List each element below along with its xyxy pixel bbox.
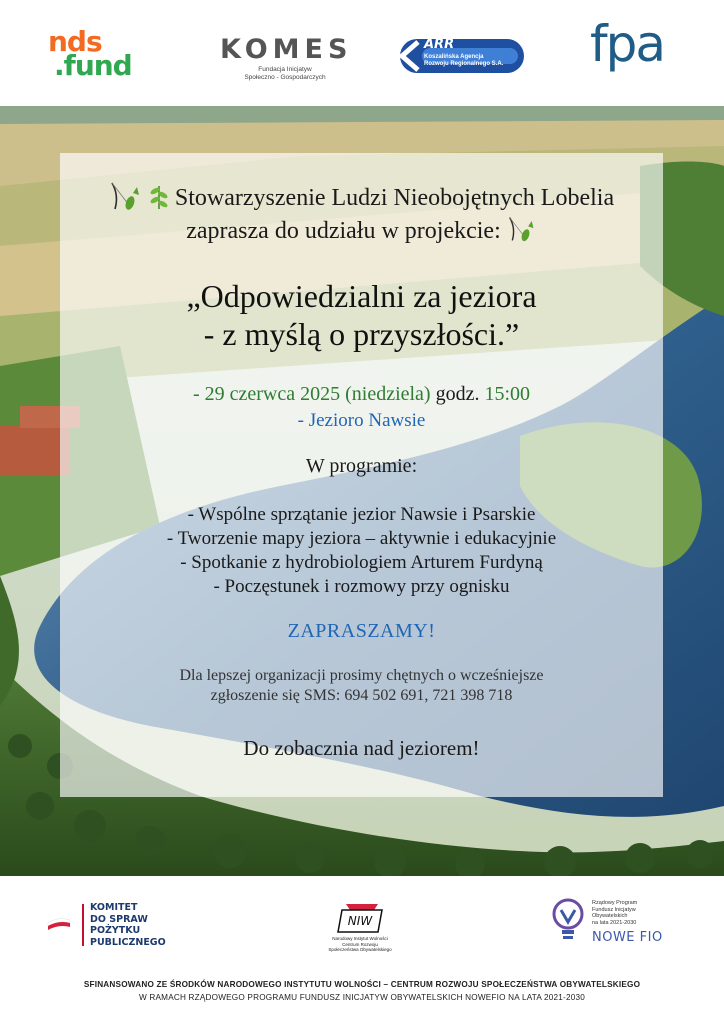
komes-logo-sub1: Fundacja Inicjatyw <box>258 66 312 73</box>
date-dash: - <box>192 383 205 405</box>
fio-big-text: NOWE FIO <box>592 930 663 945</box>
invitation-panel <box>60 153 663 797</box>
nds-logo-line1: nds <box>48 25 102 58</box>
list-item: - Poczęstunek i rozmowy przy ognisku <box>213 576 510 597</box>
nds-fund-logo <box>48 25 132 82</box>
fishing-icon <box>109 181 143 218</box>
kdspp-line: KOMITET <box>90 902 138 913</box>
kdspp-line: PUBLICZNEGO <box>90 936 166 948</box>
invite-line <box>60 215 663 250</box>
komes-logo-sub2: Społeczno - Gospodarczych <box>244 74 326 81</box>
note-line2: zgłoszenie się SMS: 694 502 691, 721 398 718 <box>210 687 513 704</box>
polish-flag-icon <box>46 916 72 930</box>
fishing-icon <box>507 215 537 250</box>
list-item: - Spotkanie z hydrobiologiem Arturem Furdyną <box>180 552 543 573</box>
niw-caption2: Centrum Rozwoju Społeczeństwa Obywatelskiego <box>328 942 392 952</box>
fio-line: Obywatelskich <box>592 913 628 919</box>
komes-logo <box>220 34 353 82</box>
organization-line <box>60 181 663 218</box>
lightbulb-icon <box>550 898 586 944</box>
project-title-line2: - z myślą o przyszłości.” <box>203 316 520 352</box>
funding-statement-line1: SFINANSOWANO ZE ŚRODKÓW NARODOWEGO INSTYTUTU WOLNOŚCI – CENTRUM ROZWOJU SPOŁECZEŃSTWA OBYWATELSKIEGO <box>83 980 641 989</box>
invite-text: zaprasza do udziału w projekcie: <box>186 218 501 245</box>
list-item: - Wspólne sprzątanie jezior Nawsie i Psarskie <box>187 504 536 525</box>
nowe-fio-logo <box>550 898 680 948</box>
niw-caption1: Narodowy Instytut Wolności <box>332 936 388 941</box>
komes-logo-name: KOMES <box>220 34 353 65</box>
funding-statement-line2: W RAMACH RZĄDOWEGO PROGRAMU FUNDUSZ INICJATYW OBYWATELSKICH NOWEFIO NA LATA 2021-2030 <box>139 993 585 1002</box>
time-label: godz. <box>430 383 485 405</box>
event-date: 29 czerwca 2025 (niedziela) <box>204 383 431 405</box>
nds-logo-line2: .fund <box>54 49 132 82</box>
seedling-icon <box>149 182 169 217</box>
kdspp-logo <box>46 900 186 950</box>
footer <box>0 876 724 1024</box>
arr-logo <box>396 36 528 76</box>
location-dash: - <box>297 410 309 431</box>
event-time: 15:00 <box>484 383 531 405</box>
kdspp-words <box>90 902 166 948</box>
event-location-line <box>60 410 663 432</box>
event-date-line <box>60 383 663 406</box>
kdspp-line: POŻYTKU <box>90 925 141 936</box>
closing-line: Do zobacznia nad jeziorem! <box>243 736 480 760</box>
niw-logo-name: NIW <box>347 914 373 928</box>
niw-logo <box>328 900 392 952</box>
list-item: - Tworzenie mapy jeziora – aktywnie i edukacyjnie <box>166 528 557 549</box>
location-name: Nawsie <box>368 410 426 431</box>
fio-small-text <box>592 900 637 926</box>
arr-logo-sub2: Rozwoju Regionalnego S.A. <box>424 61 504 67</box>
fio-line: Fundusz Inicjatyw <box>592 906 636 913</box>
fio-line: Rządowy Program <box>592 900 638 906</box>
project-title-line1: „Odpowiedzialni za jeziora <box>186 278 537 314</box>
fpa-logo: fpa <box>590 15 664 73</box>
arr-logo-name: ARR <box>424 37 455 52</box>
arr-logo-sub1: Koszalińska Agencja <box>424 54 484 60</box>
fio-line: na lata 2021-2030 <box>592 919 637 926</box>
location-label: Jezioro <box>308 410 369 431</box>
program-list <box>60 503 663 599</box>
organization-name: Stowarzyszenie Ludzi Nieobojętnych Lobelia <box>174 185 615 212</box>
kdspp-divider <box>82 904 84 946</box>
invitation-cta: ZAPRASZAMY! <box>287 620 436 642</box>
top-logo-bar <box>0 0 724 106</box>
program-heading: W programie: <box>305 455 418 477</box>
kdspp-line: DO SPRAW <box>90 913 148 925</box>
registration-note <box>60 666 663 706</box>
note-line1: Dla lepszej organizacji prosimy chętnych o wcześniejsze <box>179 667 544 684</box>
